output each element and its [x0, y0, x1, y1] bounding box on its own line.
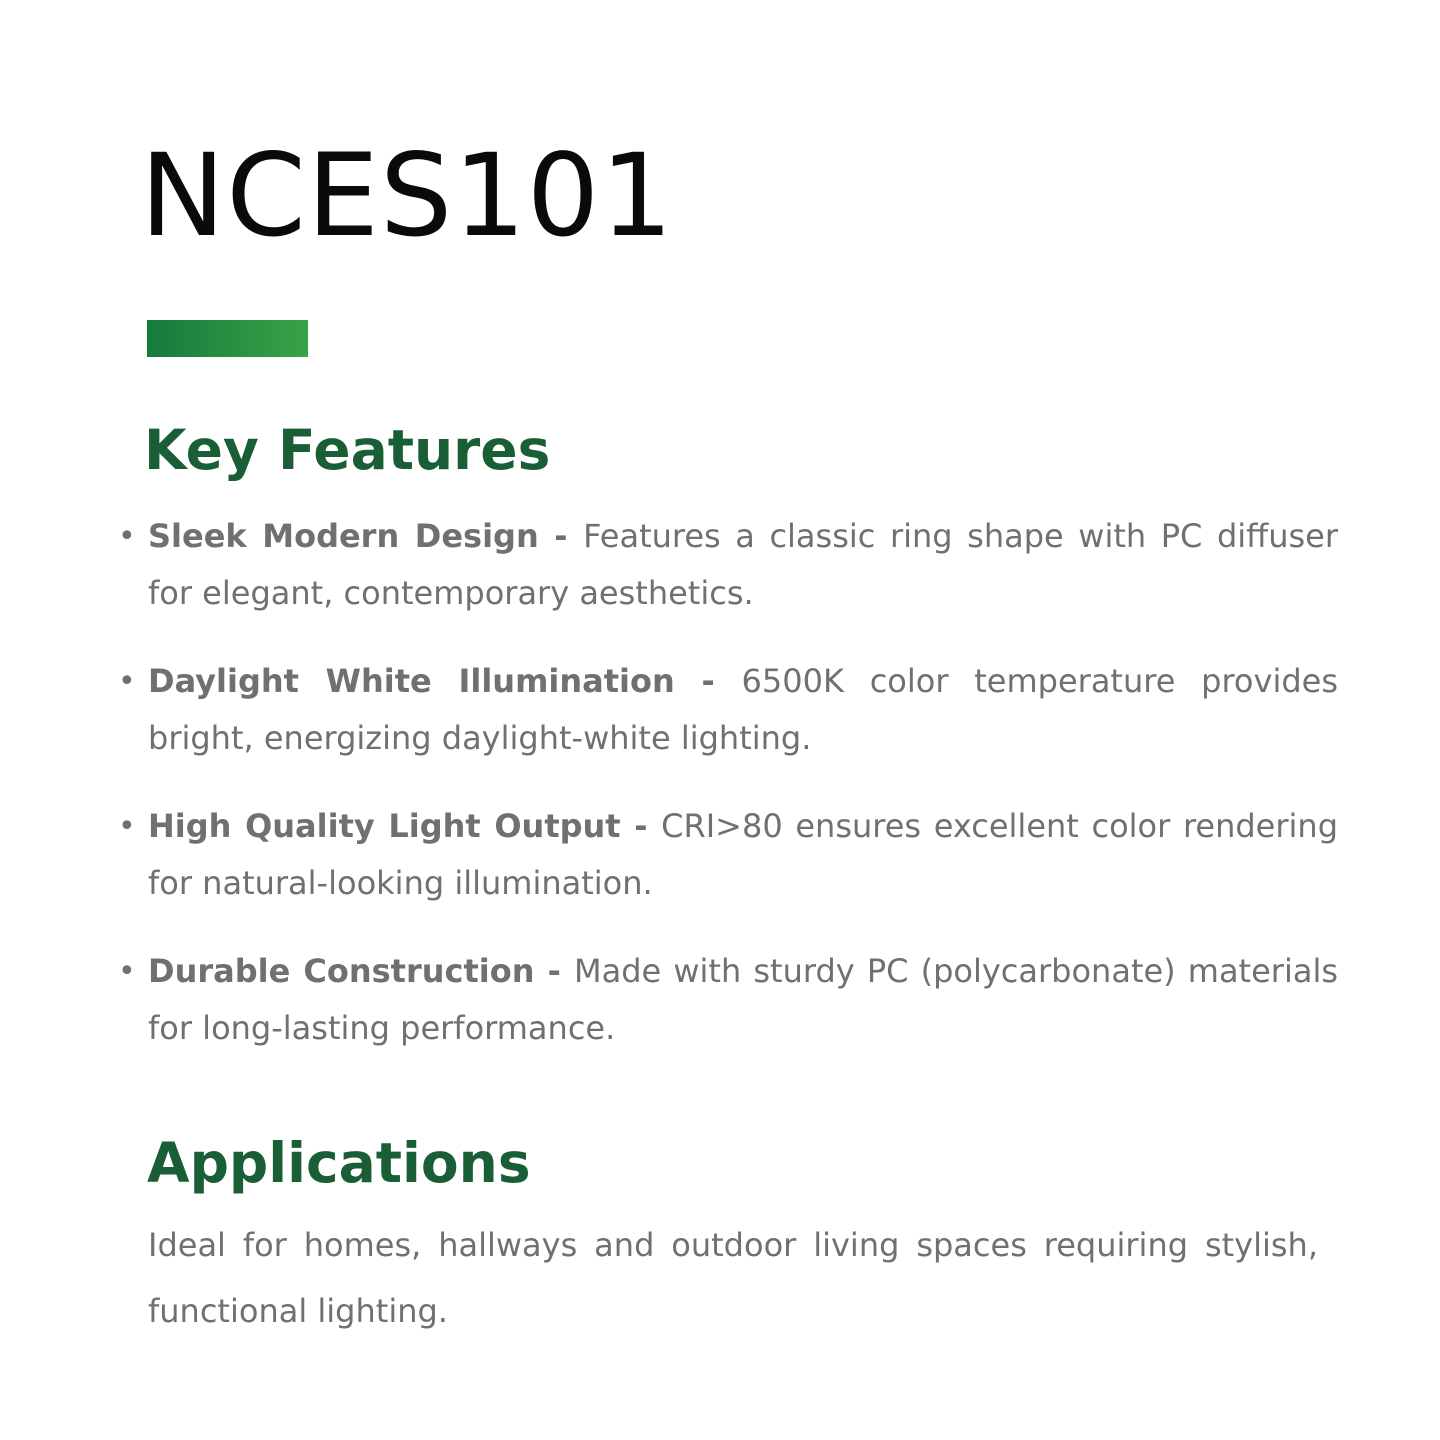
feature-description: 6500K color temperature provides bright, energizing daylight-white lighting.: [148, 662, 1339, 757]
product-title: NCES101: [140, 129, 674, 262]
applications-text: Ideal for homes, hallways and outdoor living spaces requiring stylish, functional lighting.: [148, 1226, 1318, 1330]
feature-separator: -: [534, 952, 575, 990]
feature-name: High Quality Light Output: [148, 807, 621, 845]
feature-name: Durable Construction: [148, 952, 535, 990]
feature-description: CRI>80 ensures excellent color rendering for natural-looking illumination.: [148, 807, 1339, 902]
key-features-heading: Key Features: [144, 418, 551, 482]
feature-separator: -: [538, 517, 584, 555]
feature-separator: -: [674, 662, 742, 700]
feature-name: Sleek Modern Design: [148, 517, 539, 555]
bullet-icon: •: [118, 809, 136, 844]
bullet-icon: •: [118, 954, 136, 989]
feature-name: Daylight White Illumination: [148, 662, 675, 700]
feature-list: [118, 508, 1338, 1088]
applications-heading: Applications: [147, 1131, 531, 1195]
feature-item: [118, 798, 1338, 912]
feature-item: [118, 508, 1338, 622]
accent-bar: [147, 320, 308, 357]
feature-item: [118, 943, 1338, 1057]
feature-description: Features a classic ring shape with PC diffuser for elegant, contemporary aesthetics.: [148, 517, 1339, 612]
bullet-icon: •: [118, 519, 136, 554]
feature-description: Made with sturdy PC (polycarbonate) materials for long-lasting performance.: [148, 952, 1339, 1047]
feature-separator: -: [620, 807, 662, 845]
feature-item: [118, 653, 1338, 767]
bullet-icon: •: [118, 664, 136, 699]
